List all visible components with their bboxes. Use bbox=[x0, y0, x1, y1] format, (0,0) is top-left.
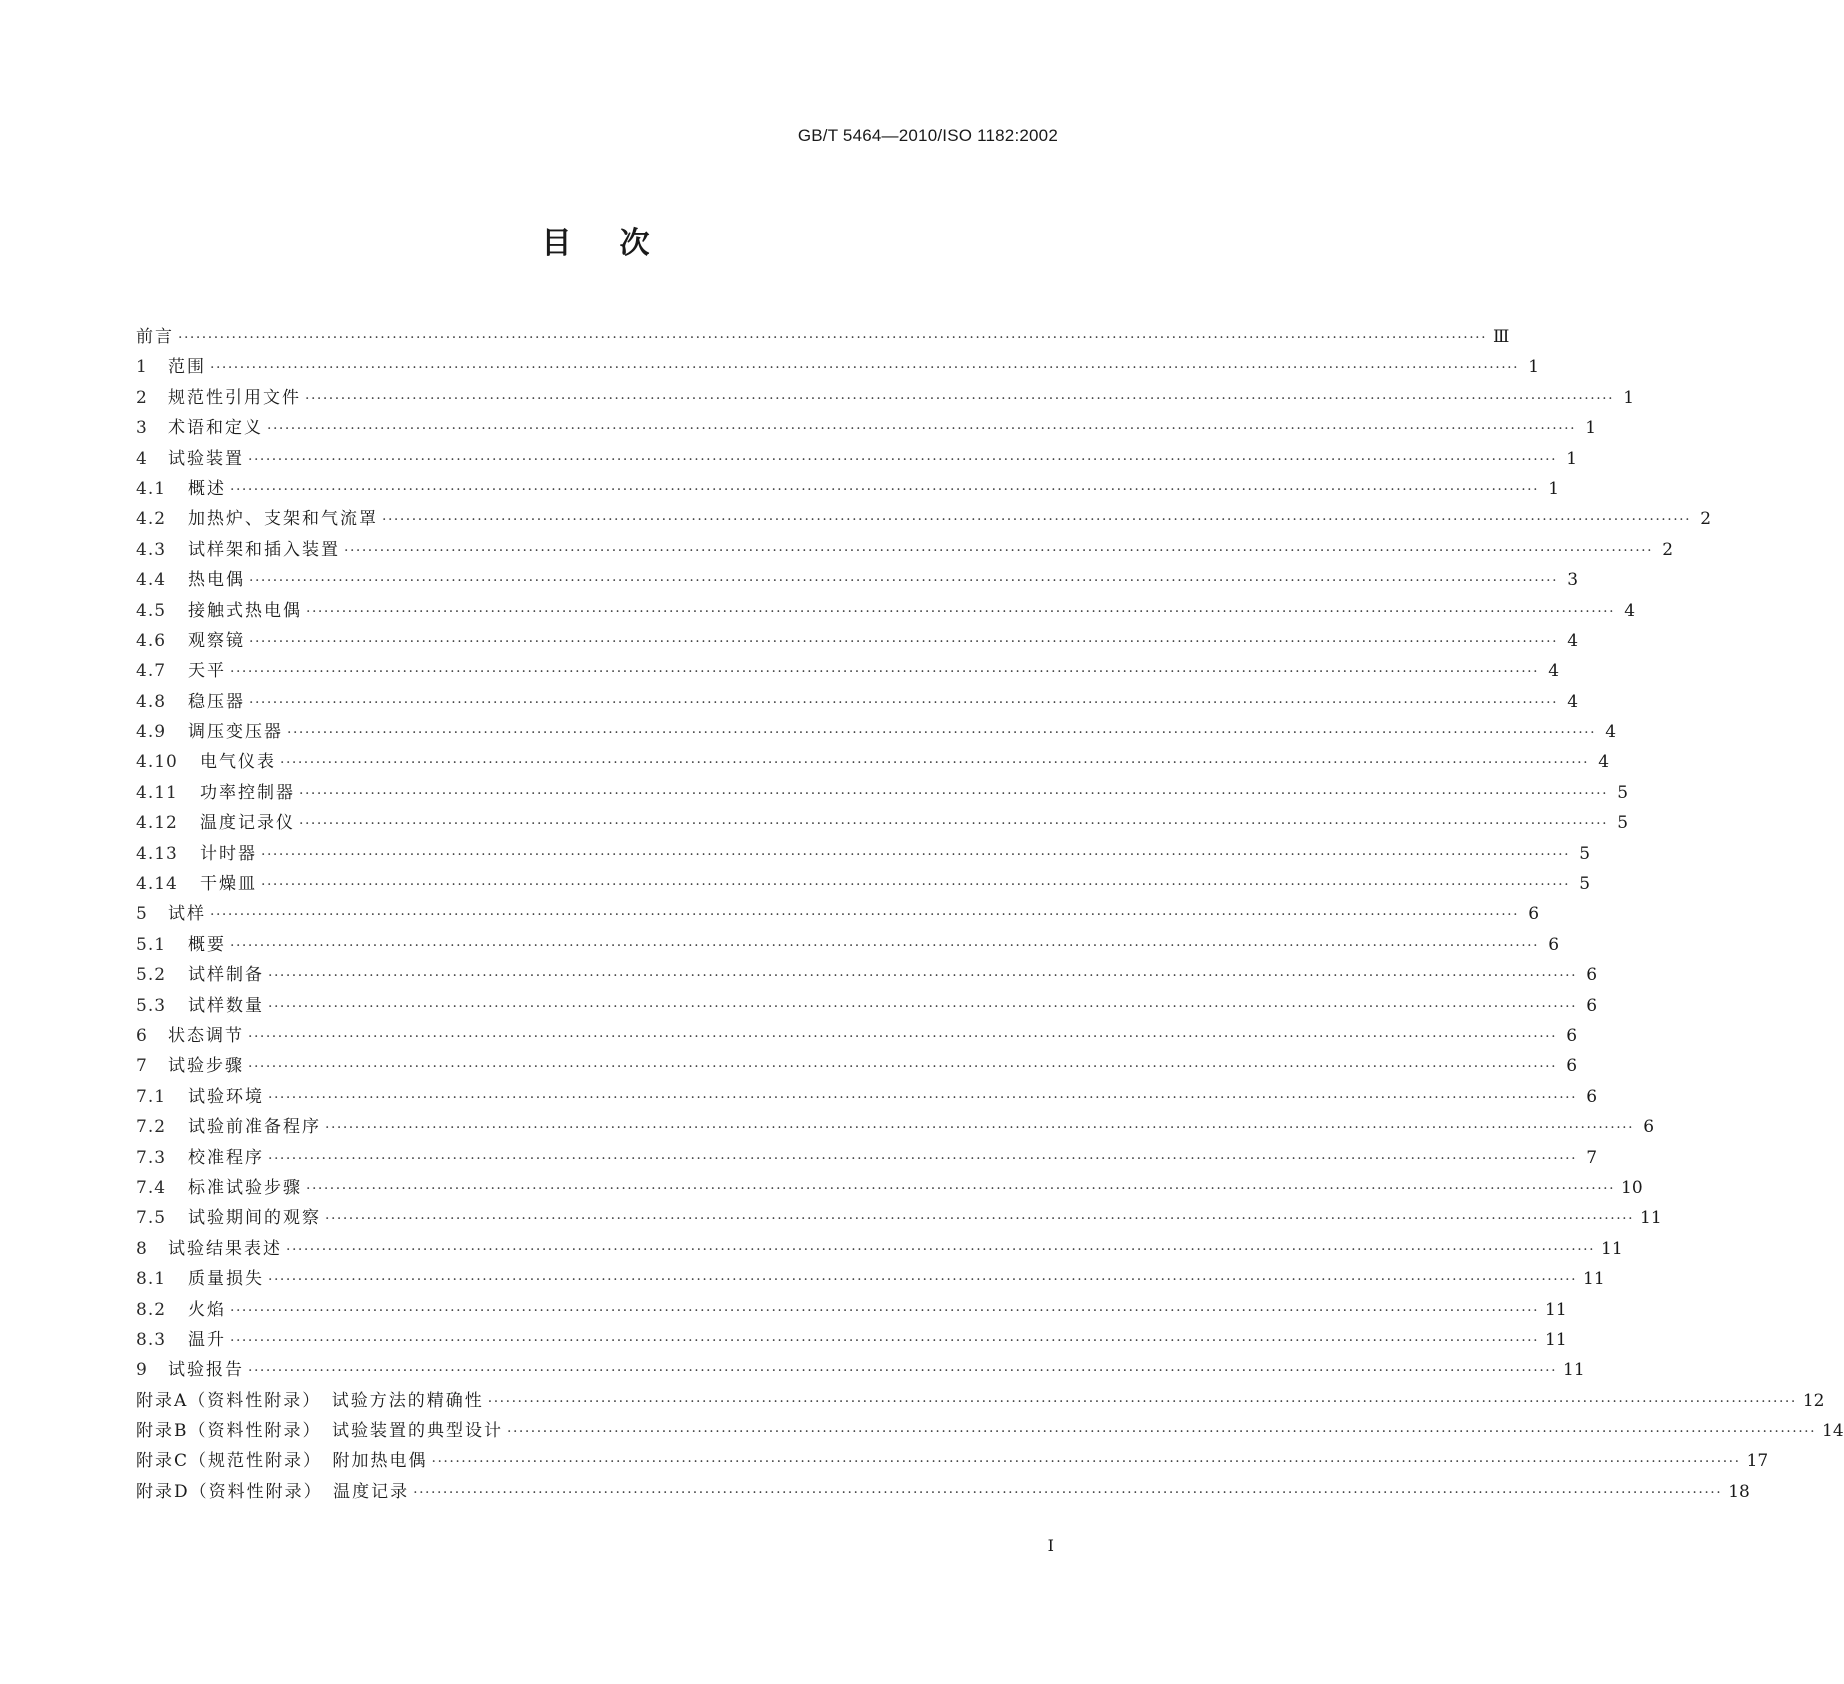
toc-entry-label: 试验装置 bbox=[168, 448, 244, 469]
toc-entry-number: 4.3 bbox=[136, 539, 167, 560]
toc-entry-page: 4 bbox=[1567, 630, 1579, 651]
toc-leader-dots: ···························································································································································································································· bbox=[306, 1180, 1616, 1197]
toc-leader-dots: ···························································································································································································································· bbox=[305, 390, 1615, 407]
toc-entry-number: 4.2 bbox=[136, 509, 167, 530]
toc-leader-dots: ···························································································································································································································· bbox=[249, 694, 1559, 711]
toc-entry-page: 7 bbox=[1586, 1147, 1598, 1168]
toc-entry[interactable] bbox=[136, 1143, 1598, 1173]
toc-entry[interactable] bbox=[136, 778, 1629, 808]
toc-entry[interactable] bbox=[136, 717, 1617, 747]
toc-entry-page: 4 bbox=[1598, 752, 1610, 773]
toc-entry-label: 前言 bbox=[136, 327, 174, 347]
toc-entry-number: 4.8 bbox=[136, 691, 167, 712]
toc-leader-dots: ···························································································································································································································· bbox=[268, 998, 1578, 1015]
toc-entry-number: 8.1 bbox=[136, 1269, 167, 1290]
toc-entry[interactable] bbox=[136, 839, 1591, 869]
toc-entry-number: 7.4 bbox=[136, 1177, 167, 1198]
toc-entry-number: 7.5 bbox=[136, 1208, 167, 1229]
toc-entry-page: 11 bbox=[1601, 1238, 1623, 1259]
page-number: I bbox=[1047, 1536, 1054, 1555]
toc-entry-page: 1 bbox=[1548, 478, 1560, 499]
toc-leader-dots: ···························································································································································································································· bbox=[431, 1454, 1741, 1471]
toc-entry-label: 附录B（资料性附录） 试验装置的典型设计 bbox=[136, 1421, 503, 1442]
toc-entry[interactable] bbox=[136, 687, 1579, 717]
toc-leader-dots: ···························································································································································································································· bbox=[248, 451, 1558, 468]
toc-entry[interactable] bbox=[136, 869, 1591, 899]
toc-leader-dots: ···························································································································································································································· bbox=[382, 512, 1692, 529]
toc-entry-label: 试验前准备程序 bbox=[188, 1117, 321, 1138]
toc-leader-dots: ···························································································································································································································· bbox=[249, 573, 1559, 590]
toc-entry-label: 试验期间的观察 bbox=[188, 1208, 321, 1229]
toc-entry-label: 规范性引用文件 bbox=[168, 387, 301, 408]
toc-entry-page: 2 bbox=[1700, 509, 1712, 530]
toc-entry-page: 12 bbox=[1802, 1390, 1825, 1411]
toc-entry[interactable] bbox=[136, 899, 1540, 929]
toc-entry-number: 7 bbox=[136, 1056, 148, 1077]
toc-entry-page: 2 bbox=[1662, 539, 1674, 560]
toc-entry-page: 4 bbox=[1567, 691, 1579, 712]
toc-entry-label: 功率控制器 bbox=[200, 782, 295, 803]
toc-leader-dots: ···························································································································································································································· bbox=[267, 421, 1577, 438]
toc-entry-number: 8.3 bbox=[136, 1329, 167, 1350]
toc-entry-label: 天平 bbox=[188, 661, 226, 682]
toc-entry[interactable] bbox=[136, 1446, 1769, 1476]
toc-leader-dots: ···························································································································································································································· bbox=[286, 1241, 1596, 1258]
toc-entry-page: 1 bbox=[1566, 448, 1578, 469]
toc-entry-label: 概要 bbox=[188, 934, 226, 955]
toc-entry-page: 11 bbox=[1545, 1329, 1567, 1350]
toc-entry-page: 5 bbox=[1579, 874, 1591, 895]
toc-entry-number: 4.7 bbox=[136, 661, 167, 682]
table-of-contents bbox=[136, 322, 1844, 1507]
toc-entry-label: 附录A（资料性附录） 试验方法的精确性 bbox=[136, 1390, 484, 1411]
toc-entry-number: 5.3 bbox=[136, 995, 167, 1016]
toc-entry-page: 1 bbox=[1623, 387, 1635, 408]
toc-entry-number: 6 bbox=[136, 1025, 148, 1046]
toc-entry-label: 术语和定义 bbox=[168, 418, 263, 439]
toc-leader-dots: ···························································································································································································································· bbox=[210, 360, 1520, 377]
toc-entry-label: 试验报告 bbox=[168, 1360, 244, 1381]
toc-leader-dots: ···························································································································································································································· bbox=[230, 664, 1540, 681]
toc-leader-dots: ···························································································································································································································· bbox=[306, 603, 1616, 620]
toc-entry-label: 试验结果表述 bbox=[168, 1238, 282, 1259]
toc-entry[interactable] bbox=[136, 504, 1712, 534]
toc-entry-number: 4 bbox=[136, 448, 148, 469]
toc-leader-dots: ···························································································································································································································· bbox=[280, 755, 1590, 772]
toc-entry-page: 5 bbox=[1579, 843, 1591, 864]
toc-leader-dots: ···························································································································································································································· bbox=[249, 633, 1559, 650]
toc-entry[interactable] bbox=[136, 930, 1560, 960]
toc-leader-dots: ···························································································································································································································· bbox=[248, 1028, 1558, 1045]
toc-entry-page: 18 bbox=[1728, 1481, 1750, 1502]
toc-entry[interactable] bbox=[136, 1021, 1578, 1051]
toc-entry-label: 温度记录仪 bbox=[200, 813, 295, 834]
toc-entry-page: 11 bbox=[1545, 1299, 1567, 1320]
toc-leader-dots: ···························································································································································································································· bbox=[230, 937, 1540, 954]
toc-entry[interactable] bbox=[136, 747, 1610, 777]
toc-entry-page: 5 bbox=[1617, 813, 1629, 834]
toc-entry[interactable] bbox=[136, 535, 1674, 565]
toc-entry-label: 电气仪表 bbox=[200, 752, 276, 773]
toc-entry-label: 试验环境 bbox=[188, 1086, 264, 1107]
toc-entry-label: 试样数量 bbox=[188, 995, 264, 1016]
toc-entry-number: 9 bbox=[136, 1360, 148, 1381]
toc-leader-dots: ···························································································································································································································· bbox=[287, 725, 1597, 742]
toc-entry-number: 4.1 bbox=[136, 478, 167, 499]
toc-entry-number: 4.14 bbox=[136, 874, 178, 895]
toc-entry-page: 6 bbox=[1643, 1117, 1655, 1138]
toc-entry[interactable] bbox=[136, 626, 1579, 656]
toc-entry-page: 14 bbox=[1822, 1421, 1844, 1442]
toc-entry[interactable] bbox=[136, 596, 1636, 626]
toc-entry[interactable] bbox=[136, 1416, 1844, 1446]
toc-leader-dots: ···························································································································································································································· bbox=[261, 877, 1571, 894]
toc-entry-page: 3 bbox=[1567, 570, 1579, 591]
toc-entry-page: 1 bbox=[1585, 418, 1597, 439]
toc-entry-number: 8 bbox=[136, 1238, 148, 1259]
toc-entry-page: 5 bbox=[1617, 782, 1629, 803]
toc-leader-dots: ···························································································································································································································· bbox=[248, 1059, 1558, 1076]
toc-entry-label: 附录C（规范性附录） 附加热电偶 bbox=[136, 1451, 428, 1472]
toc-entry-number: 5 bbox=[136, 904, 148, 925]
toc-entry-number: 3 bbox=[136, 418, 148, 439]
toc-entry-page: 6 bbox=[1586, 995, 1598, 1016]
toc-entry-number: 5.2 bbox=[136, 965, 167, 986]
toc-leader-dots: ···························································································································································································································· bbox=[248, 1363, 1558, 1380]
toc-entry[interactable] bbox=[136, 383, 1635, 413]
toc-leader-dots: ···························································································································································································································· bbox=[268, 968, 1578, 985]
toc-entry-page: 1 bbox=[1528, 357, 1540, 378]
toc-leader-dots: ···························································································································································································································· bbox=[230, 481, 1540, 498]
toc-entry[interactable] bbox=[136, 1051, 1578, 1081]
toc-entry[interactable] bbox=[136, 1386, 1825, 1416]
toc-leader-dots: ···························································································································································································································· bbox=[299, 785, 1609, 802]
toc-leader-dots: ···························································································································································································································· bbox=[210, 907, 1520, 924]
toc-entry-label: 观察镜 bbox=[188, 630, 245, 651]
standard-code-header: GB/T 5464—2010/ISO 1182:2002 bbox=[797, 126, 1058, 145]
toc-entry[interactable] bbox=[136, 1112, 1655, 1142]
toc-entry-number: 5.1 bbox=[136, 934, 167, 955]
toc-entry[interactable] bbox=[136, 1082, 1598, 1112]
toc-leader-dots: ···························································································································································································································· bbox=[268, 1150, 1578, 1167]
toc-entry-page: 17 bbox=[1746, 1451, 1769, 1472]
toc-entry-page: 11 bbox=[1583, 1269, 1605, 1290]
toc-entry-page: 11 bbox=[1640, 1208, 1662, 1229]
toc-entry-label: 范围 bbox=[168, 357, 206, 378]
toc-entry-label: 接触式热电偶 bbox=[188, 600, 302, 621]
toc-entry-label: 温升 bbox=[188, 1329, 226, 1350]
toc-entry[interactable] bbox=[136, 352, 1540, 382]
toc-entry[interactable] bbox=[136, 1477, 1750, 1507]
toc-entry-page: Ⅲ bbox=[1493, 327, 1510, 347]
page-title: 目次 bbox=[541, 226, 698, 261]
toc-leader-dots: ···························································································································································································································· bbox=[487, 1393, 1797, 1410]
toc-leader-dots: ···························································································································································································································· bbox=[325, 1211, 1635, 1228]
toc-leader-dots: ···························································································································································································································· bbox=[230, 1332, 1540, 1349]
toc-entry-number: 7.3 bbox=[136, 1147, 167, 1168]
toc-entry[interactable] bbox=[136, 808, 1629, 838]
toc-entry-page: 6 bbox=[1528, 904, 1540, 925]
toc-entry-label: 试样架和插入装置 bbox=[188, 539, 340, 560]
toc-entry[interactable] bbox=[136, 1325, 1567, 1355]
toc-entry-number: 4.6 bbox=[136, 630, 167, 651]
toc-entry-label: 质量损失 bbox=[188, 1269, 264, 1290]
toc-entry[interactable] bbox=[136, 322, 1510, 352]
toc-entry-label: 计时器 bbox=[200, 843, 257, 864]
toc-entry-label: 火焰 bbox=[188, 1299, 226, 1320]
toc-entry-number: 4.10 bbox=[136, 752, 178, 773]
toc-entry-number: 4.11 bbox=[136, 782, 178, 803]
toc-entry-number: 7.1 bbox=[136, 1086, 167, 1107]
toc-entry-page: 4 bbox=[1605, 722, 1617, 743]
toc-entry-number: 4.4 bbox=[136, 570, 167, 591]
toc-entry-number: 1 bbox=[136, 357, 148, 378]
toc-entry-label: 校准程序 bbox=[188, 1147, 264, 1168]
toc-leader-dots: ···························································································································································································································· bbox=[261, 846, 1571, 863]
toc-leader-dots: ···························································································································································································································· bbox=[268, 1272, 1578, 1289]
toc-entry-label: 加热炉、支架和气流罩 bbox=[188, 509, 378, 530]
toc-entry-number: 7.2 bbox=[136, 1117, 167, 1138]
toc-entry-label: 热电偶 bbox=[188, 570, 245, 591]
toc-entry-number: 4.12 bbox=[136, 813, 178, 834]
toc-leader-dots: ···························································································································································································································· bbox=[507, 1424, 1817, 1441]
toc-entry[interactable] bbox=[136, 565, 1579, 595]
toc-entry[interactable] bbox=[136, 474, 1560, 504]
toc-entry-page: 6 bbox=[1586, 1086, 1598, 1107]
toc-entry-label: 状态调节 bbox=[168, 1025, 244, 1046]
toc-leader-dots: ···························································································································································································································· bbox=[268, 1089, 1578, 1106]
toc-entry[interactable] bbox=[136, 444, 1578, 474]
toc-entry-label: 试样制备 bbox=[188, 965, 264, 986]
toc-entry[interactable] bbox=[136, 1355, 1585, 1385]
toc-entry-label: 附录D（资料性附录） 温度记录 bbox=[136, 1481, 410, 1502]
toc-entry-page: 6 bbox=[1566, 1025, 1578, 1046]
toc-entry[interactable] bbox=[136, 413, 1597, 443]
toc-entry-number: 4.5 bbox=[136, 600, 167, 621]
toc-entry[interactable] bbox=[136, 1295, 1567, 1325]
toc-entry-label: 稳压器 bbox=[188, 691, 245, 712]
toc-entry-number: 4.13 bbox=[136, 843, 178, 864]
toc-leader-dots: ···························································································································································································································· bbox=[178, 330, 1488, 346]
toc-entry-label: 调压变压器 bbox=[188, 722, 283, 743]
toc-leader-dots: ···························································································································································································································· bbox=[325, 1120, 1635, 1137]
toc-entry-number: 8.2 bbox=[136, 1299, 167, 1320]
toc-entry-label: 试验步骤 bbox=[168, 1056, 244, 1077]
toc-entry-label: 概述 bbox=[188, 478, 226, 499]
toc-entry-page: 6 bbox=[1548, 934, 1560, 955]
toc-entry-page: 6 bbox=[1566, 1056, 1578, 1077]
toc-entry[interactable] bbox=[136, 1234, 1623, 1264]
toc-entry[interactable] bbox=[136, 1264, 1605, 1294]
toc-leader-dots: ···························································································································································································································· bbox=[344, 542, 1654, 559]
toc-entry-page: 10 bbox=[1621, 1177, 1643, 1198]
toc-entry[interactable] bbox=[136, 1203, 1662, 1233]
toc-entry-label: 试样 bbox=[168, 904, 206, 925]
toc-entry-number: 4.9 bbox=[136, 722, 167, 743]
toc-leader-dots: ···························································································································································································································· bbox=[299, 816, 1609, 833]
toc-entry-number: 2 bbox=[136, 387, 148, 408]
toc-entry-page: 4 bbox=[1624, 600, 1636, 621]
toc-entry-page: 11 bbox=[1563, 1360, 1585, 1381]
toc-entry[interactable] bbox=[136, 656, 1560, 686]
toc-entry-label: 干燥皿 bbox=[200, 874, 257, 895]
toc-entry[interactable] bbox=[136, 1173, 1643, 1203]
toc-leader-dots: ···························································································································································································································· bbox=[230, 1302, 1540, 1319]
toc-entry-page: 6 bbox=[1586, 965, 1598, 986]
toc-entry[interactable] bbox=[136, 991, 1598, 1021]
toc-leader-dots: ···························································································································································································································· bbox=[413, 1484, 1723, 1501]
toc-entry-page: 4 bbox=[1548, 661, 1560, 682]
toc-entry-label: 标准试验步骤 bbox=[188, 1177, 302, 1198]
toc-entry[interactable] bbox=[136, 960, 1598, 990]
